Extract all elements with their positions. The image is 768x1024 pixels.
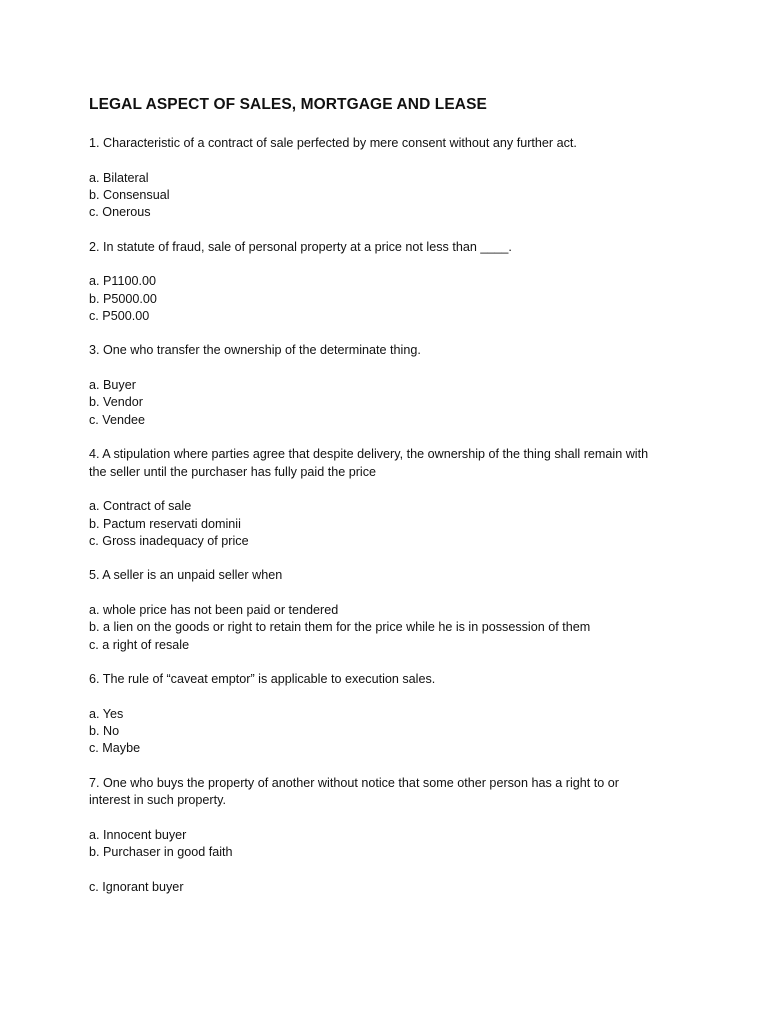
question-options: [89, 273, 689, 325]
document-content: [89, 94, 689, 913]
question-options: [89, 377, 689, 429]
question-options: [89, 706, 689, 758]
question-6: [89, 671, 689, 758]
option-a: a. P1100.00: [89, 274, 156, 289]
option-c: c. Maybe: [89, 741, 141, 756]
question-text-line-2: interest in such property.: [89, 793, 226, 808]
question-5: [89, 567, 689, 654]
option-b: b. Pactum reservati dominii: [89, 516, 241, 531]
question-text-line-1: 4. A stipulation where parties agree that despite delivery, the ownership of the thing shall remain with: [89, 447, 649, 462]
option-c: c. P500.00: [89, 309, 150, 324]
option-a: a. whole price has not been paid or tendered: [89, 602, 339, 617]
question-7: [89, 775, 689, 896]
option-b: b. P5000.00: [89, 291, 157, 306]
question-options: [89, 827, 689, 896]
option-a: a. Contract of sale: [89, 499, 192, 514]
option-b: b. Purchaser in good faith: [89, 845, 233, 860]
question-text: 6. The rule of “caveat emptor” is applicable to execution sales.: [89, 672, 436, 687]
question-text: 5. A seller is an unpaid seller when: [89, 568, 283, 583]
option-b: b. a lien on the goods or right to retain them for the price while he is in possession of them: [89, 620, 591, 635]
option-b: b. Vendor: [89, 395, 143, 410]
option-a: a. Buyer: [89, 377, 136, 392]
question-options: [89, 170, 689, 222]
option-c: c. Onerous: [89, 205, 151, 220]
question-4: [89, 446, 689, 550]
question-text-line-2: the seller until the purchaser has fully paid the price: [89, 464, 377, 479]
option-c: c. Vendee: [89, 412, 146, 427]
question-1: [89, 135, 689, 222]
question-3: [89, 342, 689, 429]
question-text: 3. One who transfer the ownership of the determinate thing.: [89, 343, 421, 358]
question-options: [89, 602, 689, 654]
option-c: c. Ignorant buyer: [89, 879, 184, 894]
question-text: 2. In statute of fraud, sale of personal property at a price not less than ____.: [89, 239, 512, 254]
option-a: a. Bilateral: [89, 170, 149, 185]
option-c: c. a right of resale: [89, 637, 190, 652]
question-text-line-1: 7. One who buys the property of another without notice that some other person has a right to or: [89, 775, 619, 790]
question-text: 1. Characteristic of a contract of sale perfected by mere consent without any further act.: [89, 136, 577, 150]
question-options: [89, 498, 689, 550]
option-b: b. Consensual: [89, 187, 170, 202]
option-a: a. Innocent buyer: [89, 827, 187, 842]
option-c: c. Gross inadequacy of price: [89, 533, 249, 548]
question-2: [89, 239, 689, 326]
option-b: b. No: [89, 724, 120, 738]
document-title: LEGAL ASPECT OF SALES, MORTGAGE AND LEASE: [89, 96, 487, 113]
option-a: a. Yes: [89, 706, 124, 721]
